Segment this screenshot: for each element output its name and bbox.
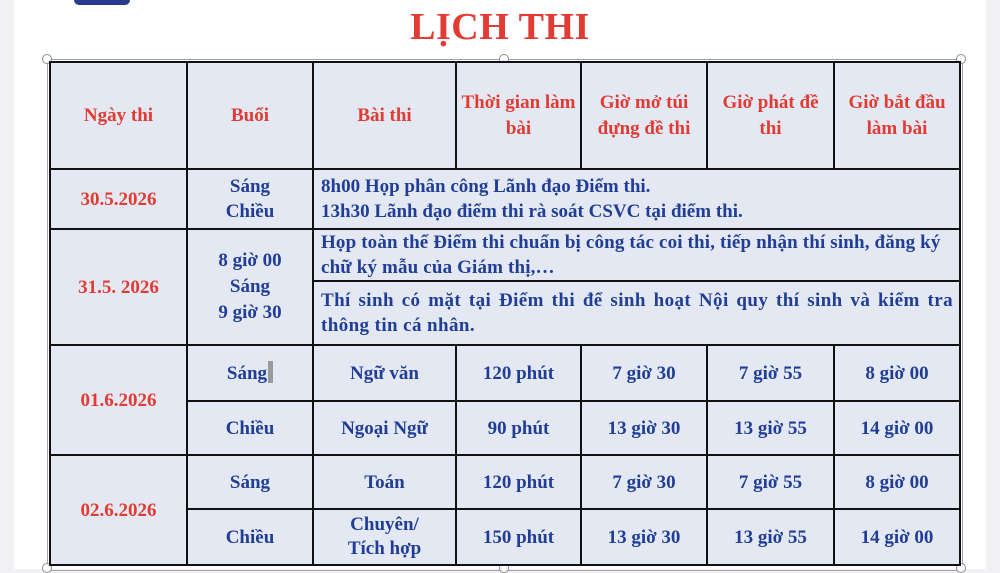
distribute-time-cell: 13 giờ 55 (707, 401, 834, 455)
subject-cell: Toán (313, 455, 456, 509)
note-line: 13h30 Lãnh đạo điểm thi rà soát CSVC tại điểm thi. (321, 201, 743, 222)
table-row (50, 169, 960, 229)
date-cell: 01.6.2026 (50, 345, 187, 455)
page-title: LỊCH THI (410, 6, 590, 48)
subject-cell: Ngoại Ngữ (313, 401, 456, 455)
session-cell (187, 345, 313, 401)
header-session: Buổi (187, 62, 313, 169)
session-cell: Chiều (187, 401, 313, 455)
time-label: 9 giờ 30 (218, 302, 282, 323)
date-cell: 30.5.2026 (50, 169, 187, 229)
start-time-cell: 14 giờ 00 (834, 509, 960, 565)
open-time-cell: 7 giờ 30 (581, 345, 707, 401)
session-label: Chiều (225, 201, 275, 222)
session-cell: Chiều (187, 509, 313, 565)
start-time-cell: 8 giờ 00 (834, 345, 960, 401)
header-exam-date: Ngày thi (50, 62, 187, 169)
note-cell: Họp toàn thể Điểm thi chuẩn bị công tác coi thi, tiếp nhận thí sinh, đăng ký chữ ký mẫu của Giám thị,… (313, 229, 960, 281)
open-time-cell: 13 giờ 30 (581, 401, 707, 455)
table-row (50, 455, 960, 509)
distribute-time-cell: 7 giờ 55 (707, 345, 834, 401)
duration-cell: 150 phút (456, 509, 581, 565)
header-duration: Thời gian làm bài (456, 62, 581, 169)
time-label: 8 giờ 00 (218, 250, 282, 271)
table-row (50, 509, 960, 565)
start-time-cell: 8 giờ 00 (834, 455, 960, 509)
note-line: 8h00 Họp phân công Lãnh đạo Điểm thi. (321, 176, 651, 197)
session-label: Sáng (226, 362, 268, 384)
open-time-cell: 13 giờ 30 (581, 509, 707, 565)
start-time-cell: 14 giờ 00 (834, 401, 960, 455)
header-start-time: Giờ bắt đầu làm bài (834, 62, 960, 169)
distribute-time-cell: 13 giờ 55 (707, 509, 834, 565)
header-subject: Bài thi (313, 62, 456, 169)
duration-cell: 120 phút (456, 455, 581, 509)
distribute-time-cell: 7 giờ 55 (707, 455, 834, 509)
session-label: Sáng (229, 176, 271, 197)
date-cell: 31.5. 2026 (50, 229, 187, 345)
header-distribute-time: Giờ phát đề thi (707, 62, 834, 169)
text-cursor-icon (268, 361, 273, 383)
note-cell (313, 169, 960, 229)
session-cell (187, 169, 313, 229)
exam-schedule-table (49, 61, 961, 566)
open-time-cell: 7 giờ 30 (581, 455, 707, 509)
header-open-envelope-time: Giờ mở túi đựng đề thi (581, 62, 707, 169)
date-cell: 02.6.2026 (50, 455, 187, 565)
table-row (50, 401, 960, 455)
session-cell (187, 229, 313, 345)
session-cell: Sáng (187, 455, 313, 509)
subject-cell: Ngữ văn (313, 345, 456, 401)
subject-cell: Chuyên/ Tích hợp (313, 509, 456, 565)
duration-cell: 90 phút (456, 401, 581, 455)
table-row (50, 345, 960, 401)
duration-cell: 120 phút (456, 345, 581, 401)
note-cell: Thí sinh có mặt tại Điểm thi để sinh hoạt Nội quy thí sinh và kiểm tra thông tin cá nhân. (313, 281, 960, 345)
table-header-row (50, 62, 960, 169)
table-row (50, 229, 960, 281)
session-label: Sáng (229, 276, 271, 297)
